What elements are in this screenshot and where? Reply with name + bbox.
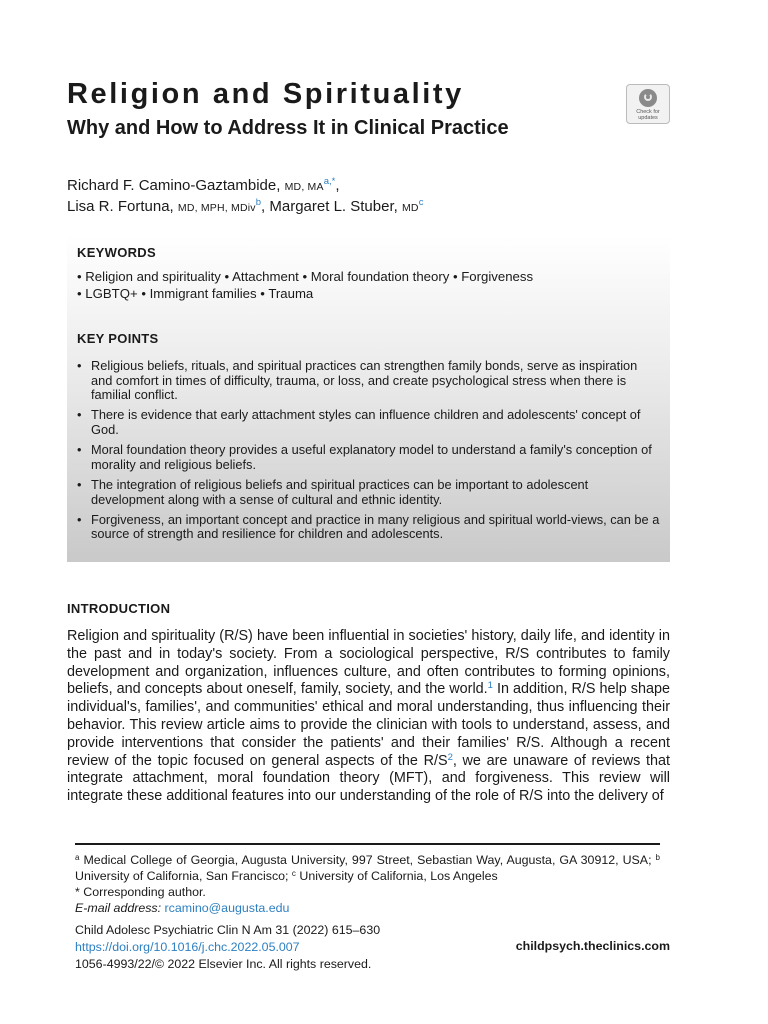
intro-text: , we are unaware of reviews that integrate attachment, moral foundation theory (MFT), and forgiveness. This review will integrate these additional features into our understanding of the role of R/S into the delivery of (67, 752, 670, 805)
email-label: E-mail address: (75, 901, 162, 915)
footnote-divider (75, 843, 660, 845)
affiliation-mark: a (75, 853, 80, 862)
keywords-heading: KEYWORDS (77, 245, 156, 260)
affiliation-mark: c (291, 869, 296, 878)
article-subtitle: Why and How to Address It in Clinical Practice (67, 117, 509, 139)
author-affiliation-mark[interactable]: c (418, 197, 424, 208)
author-line-2 (67, 197, 423, 218)
author-separator: , (261, 198, 266, 215)
affiliation-text: Medical College of Georgia, Augusta University, 997 Street, Sebastian Way, Augusta, GA 30912, USA; (79, 853, 656, 867)
journal-url[interactable]: childpsych.theclinics.com (515, 939, 670, 953)
journal-citation: Child Adolesc Psychiatric Clin N Am 31 (2022) 615–630 (75, 923, 381, 937)
copyright-line: 1056-4993/22/© 2022 Elsevier Inc. All rights reserved. (75, 957, 372, 971)
author-affiliation-mark[interactable]: a,* (323, 176, 336, 187)
author-degree: MD, MA (284, 181, 324, 193)
author-separator: , (335, 177, 340, 194)
corresponding-author: * Corresponding author. (75, 885, 206, 899)
author-name: Richard F. Camino-Gaztambide, (67, 177, 281, 194)
key-point: • Religious beliefs, rituals, and spiritual practices can strengthen family bonds, serve as inspiration and comfort in times of difficulty, trauma, or loss, and create psychological stress when there is familial conflict. (77, 359, 662, 403)
author-list (67, 176, 423, 218)
author-line-1 (67, 176, 423, 197)
email-link[interactable]: rcamino@augusta.edu (164, 901, 290, 915)
key-points-list (77, 359, 662, 548)
reference-link[interactable]: 2 (447, 751, 453, 763)
key-point: • Moral foundation theory provides a useful explanatory model to understand a family's conception of morality and religious beliefs. (77, 443, 662, 472)
intro-text: Religion and spirituality (R/S) have been influential in societies' history, daily life, and identity in the past and in today's society. From a sociological perspective, R/S contributes to family development and organization, influences culture, and often contributes to forming opinions, beliefs, and concepts about oneself, family, society, and the world. (67, 628, 670, 698)
keywords-keypoints-box (67, 235, 670, 562)
keywords-line: • Religion and spirituality • Attachment • Moral foundation theory • Forgiveness (77, 269, 534, 284)
introduction-heading: INTRODUCTION (67, 601, 171, 616)
keywords-line: • LGBTQ+ • Immigrant families • Trauma (77, 286, 314, 301)
affiliation-text: University of California, San Francisco; (75, 869, 292, 883)
refresh-icon (639, 89, 657, 107)
author-name: Margaret L. Stuber, (269, 198, 398, 215)
intro-text: In addition, R/S help shape individual's, families', and communities' ethical and moral understanding, thus influencing their behavior. This review article aims to provide the clinician with tools to understand, assess, and provide interventions that consider the patients' and their families' R/S. Although a recent review of the topic focused on general aspects of the R/S (67, 681, 670, 769)
reference-link[interactable]: 1 (487, 680, 493, 692)
badge-label: Check for updates (636, 109, 660, 121)
affiliation-text: University of California, Los Angeles (295, 869, 498, 883)
author-name: Lisa R. Fortuna, (67, 198, 174, 215)
author-degree: MD (401, 202, 419, 214)
key-point: • The integration of religious beliefs and spiritual practices can be important to adolescent development along with a sense of cultural and ethnic identity. (77, 478, 662, 507)
article-title: Religion and Spirituality (67, 78, 464, 110)
introduction-paragraph (67, 628, 670, 806)
affiliation-mark: b (655, 853, 660, 862)
check-for-updates-badge[interactable] (626, 84, 670, 124)
key-point: • Forgiveness, an important concept and practice in many religious and spiritual world-views, can be a source of strength and resilience for children and adolescents. (77, 513, 662, 542)
doi-link[interactable]: https://doi.org/10.1016/j.chc.2022.05.007 (75, 940, 300, 954)
author-degree: MD, MPH, MDiv (177, 202, 256, 214)
citation-block (75, 922, 380, 973)
key-point: • There is evidence that early attachment styles can influence children and adolescents' concept of God. (77, 408, 662, 437)
affiliations (75, 852, 660, 884)
author-affiliation-mark[interactable]: b (255, 197, 262, 208)
key-points-heading: KEY POINTS (77, 331, 159, 346)
footnotes (75, 852, 660, 916)
email-line (75, 900, 660, 916)
